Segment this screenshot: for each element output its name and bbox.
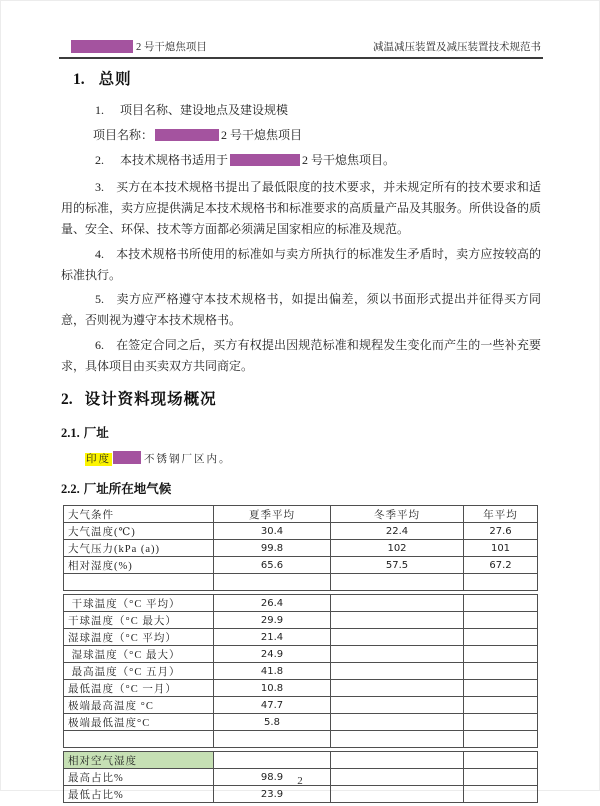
header-left-text: 2 号干熄焦项目 — [136, 42, 207, 53]
section-1-title: 总则 — [98, 71, 132, 88]
row-label: 最高占比% — [64, 769, 214, 786]
paragraph-4-number: 4. — [95, 247, 104, 261]
project-name-line — [93, 127, 541, 143]
column-header-summer: 夏季平均 — [214, 506, 331, 523]
table-header-row — [64, 506, 538, 523]
cell-winter — [331, 663, 464, 680]
redacted-project-name — [155, 129, 219, 141]
page-number: 2 — [297, 775, 303, 787]
list-item-1 — [95, 102, 541, 118]
row-label: 极端最低温度°C — [64, 714, 214, 731]
section-2-2-heading — [61, 479, 541, 497]
cell-year — [464, 629, 538, 646]
paragraph-3 — [61, 177, 541, 240]
row-label: 大气温度(℃) — [64, 523, 214, 540]
cell-year — [464, 752, 538, 769]
cell-winter — [331, 595, 464, 612]
cell-year — [464, 595, 538, 612]
redacted-company-name — [71, 40, 133, 53]
cell-year — [464, 663, 538, 680]
plant-location-line — [85, 451, 541, 467]
redacted-plant-name — [113, 451, 141, 464]
cell-summer: 41.8 — [214, 663, 331, 680]
section-2-heading — [61, 387, 541, 409]
redacted-project-name-2 — [230, 154, 300, 166]
plant-location-suffix: 不锈钢厂区内。 — [144, 454, 232, 465]
cell-year — [464, 697, 538, 714]
table-row-empty — [64, 731, 538, 748]
cell-winter — [331, 786, 464, 803]
row-label: 湿球温度（°C 平均） — [64, 629, 214, 646]
cell-summer: 47.7 — [214, 697, 331, 714]
cell-year: 101 — [464, 540, 538, 557]
row-label: 最高温度（°C 五月） — [64, 663, 214, 680]
cell-summer: 29.9 — [214, 612, 331, 629]
row-label: 相对湿度(%) — [64, 557, 214, 574]
cell-winter — [331, 697, 464, 714]
climate-table-segment-1 — [63, 505, 538, 591]
section-2-1-title: 厂址 — [83, 426, 109, 440]
cell-winter — [331, 752, 464, 769]
table-row — [64, 540, 538, 557]
table-row — [64, 557, 538, 574]
page-header — [61, 39, 541, 54]
section-2-2-title: 厂址所在地气候 — [83, 482, 172, 496]
list-item-2 — [95, 152, 541, 168]
cell-summer: 10.8 — [214, 680, 331, 697]
table-row — [64, 663, 538, 680]
table-row — [64, 595, 538, 612]
table-row — [64, 752, 538, 769]
cell-summer: 23.9 — [214, 786, 331, 803]
cell-winter — [331, 714, 464, 731]
cell-summer — [214, 574, 331, 591]
cell-year — [464, 680, 538, 697]
row-label: 最低温度（°C 一月） — [64, 680, 214, 697]
header-divider — [59, 57, 543, 59]
cell-year: 27.6 — [464, 523, 538, 540]
cell-winter: 22.4 — [331, 523, 464, 540]
table-row — [64, 523, 538, 540]
section-2-1-number: 2.1. — [61, 426, 80, 440]
cell-year — [464, 731, 538, 748]
row-label: 湿球温度（°C 最大） — [64, 646, 214, 663]
table-row-empty — [64, 574, 538, 591]
section-2-1-heading — [61, 423, 541, 441]
table-row — [64, 714, 538, 731]
cell-summer: 99.8 — [214, 540, 331, 557]
cell-summer: 26.4 — [214, 595, 331, 612]
row-label: 最低占比% — [64, 786, 214, 803]
cell-summer: 65.6 — [214, 557, 331, 574]
cell-year: 67.2 — [464, 557, 538, 574]
cell-winter — [331, 680, 464, 697]
section-2-title: 设计资料现场概况 — [84, 391, 217, 408]
cell-year — [464, 786, 538, 803]
section-2-2-number: 2.2. — [61, 482, 80, 496]
list-item-2-suffix: 2 号干熄焦项目。 — [302, 153, 396, 167]
paragraph-4-text: 本技术规格书所使用的标准如与卖方所执行的标准发生矛盾时，卖方应按较高的标准执行。 — [61, 247, 541, 282]
row-label: 大气压力(kPa (a)) — [64, 540, 214, 557]
list-item-2-text: 本技术规格书适用于 — [120, 153, 229, 167]
cell-year — [464, 646, 538, 663]
cell-winter: 102 — [331, 540, 464, 557]
table-row — [64, 680, 538, 697]
row-label: 干球温度（°C 平均） — [64, 595, 214, 612]
cell-year — [464, 714, 538, 731]
column-header-condition: 大气条件 — [64, 506, 214, 523]
highlighted-country-text: 印度 — [86, 454, 111, 465]
cell-summer: 5.8 — [214, 714, 331, 731]
row-label: 干球温度（°C 最大） — [64, 612, 214, 629]
section-1-number: 1. — [73, 71, 85, 88]
cell-winter — [331, 646, 464, 663]
table-row — [64, 629, 538, 646]
list-item-2-number: 2. — [95, 153, 104, 167]
climate-table-segment-2 — [63, 594, 538, 748]
cell-summer: 21.4 — [214, 629, 331, 646]
cell-summer: 24.9 — [214, 646, 331, 663]
header-right-text: 减温减压装置及减压装置技术规范书 — [373, 42, 541, 53]
paragraph-3-text: 买方在本技术规格书提出了最低限度的技术要求，并未规定所有的技术要求和适用的标准，卖方应提供满足本技术规格书和标准要求的高质量产品及其服务。所供设备的质量、安全、环保、技术等方面都必须满足国家相应的标准及规范。 — [61, 180, 542, 236]
row-label — [64, 731, 214, 748]
table-row — [64, 612, 538, 629]
row-label: 极端最高温度 °C — [64, 697, 214, 714]
cell-winter — [331, 731, 464, 748]
paragraph-5-text: 卖方应严格遵守本技术规格书，如提出偏差，须以书面形式提出并征得买方同意，否则视为遵守本技术规格书。 — [61, 292, 541, 327]
row-label — [64, 574, 214, 591]
paragraph-4 — [61, 244, 541, 286]
cell-summer — [214, 731, 331, 748]
table-row — [64, 786, 538, 803]
cell-summer: 30.4 — [214, 523, 331, 540]
cell-winter — [331, 629, 464, 646]
project-name-label: 项目名称： — [93, 128, 154, 142]
paragraph-6-text: 在签定合同之后，买方有权提出因规范标准和规程发生变化而产生的一些补充要求，具体项目由买卖双方共同商定。 — [61, 338, 541, 373]
project-name-suffix: 2 号干熄焦项目 — [221, 128, 303, 142]
cell-year — [464, 612, 538, 629]
cell-winter: 57.5 — [331, 557, 464, 574]
table-row — [64, 697, 538, 714]
paragraph-6-number: 6. — [95, 338, 104, 352]
cell-winter — [331, 574, 464, 591]
paragraph-3-number: 3. — [95, 180, 104, 194]
cell-winter — [331, 612, 464, 629]
column-header-winter: 冬季平均 — [331, 506, 464, 523]
section-2-number: 2. — [61, 391, 73, 408]
list-item-1-number: 1. — [95, 103, 104, 117]
paragraph-5-number: 5. — [95, 292, 104, 306]
paragraph-6 — [61, 335, 541, 377]
list-item-1-text: 项目名称、建设地点及建设规模 — [120, 103, 289, 117]
cell-summer — [214, 752, 331, 769]
table-row — [64, 646, 538, 663]
cell-summer: 98.9 — [214, 769, 331, 786]
column-header-year: 年平均 — [464, 506, 538, 523]
row-label-relative-humidity: 相对空气湿度 — [64, 752, 214, 769]
section-1-heading — [73, 67, 541, 89]
cell-year — [464, 574, 538, 591]
paragraph-5 — [61, 289, 541, 331]
document-body — [61, 61, 541, 806]
